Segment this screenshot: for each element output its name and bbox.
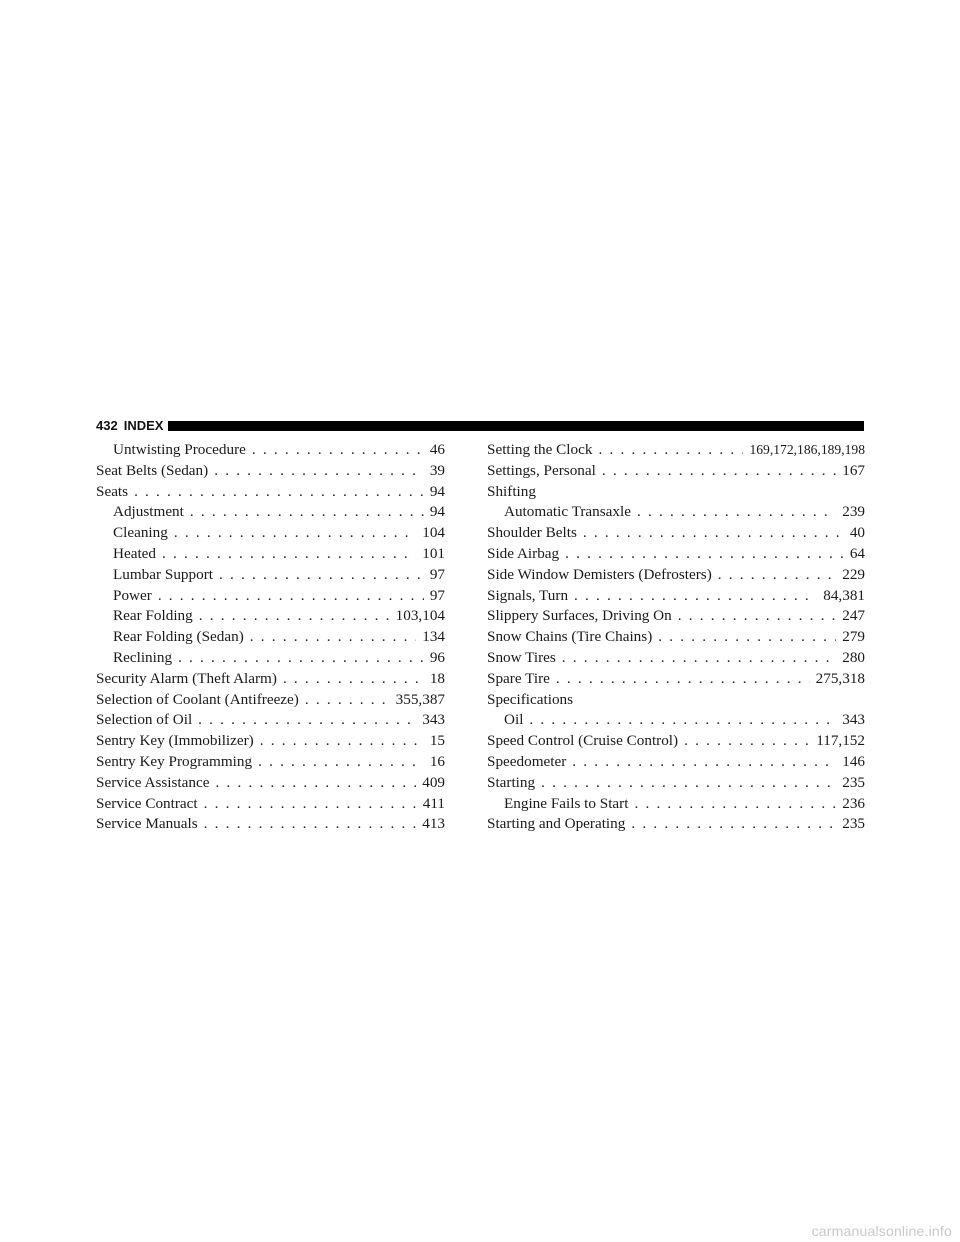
index-entry-page: 247 [842, 607, 865, 625]
index-entry-label: Sentry Key (Immobilizer) [96, 732, 254, 750]
index-entry [96, 752, 445, 773]
index-entry-page: 167 [842, 461, 865, 479]
dot-leader [134, 482, 424, 503]
index-entry-label: Speedometer [487, 752, 567, 770]
index-entry-page: 46 [429, 441, 445, 458]
index-entry [96, 586, 445, 607]
dot-leader [174, 523, 416, 544]
index-entry [487, 690, 865, 711]
dot-leader [529, 710, 836, 731]
dot-leader [190, 502, 424, 523]
dot-leader [565, 544, 844, 565]
index-entry [487, 773, 865, 794]
index-entry [487, 710, 865, 731]
index-entry [487, 752, 865, 773]
index-entry-page: 411 [422, 794, 445, 812]
index-entry-page: 413 [422, 815, 445, 833]
dot-leader [162, 544, 416, 565]
index-entry-page: 16 [429, 752, 445, 770]
index-entry-label: Specifications [487, 690, 574, 708]
dot-leader [541, 773, 836, 794]
index-entry-label: Settings, Personal [487, 461, 596, 479]
index-entry-page: 146 [842, 752, 865, 770]
index-entry-label: Selection of Coolant (Antifreeze) [96, 690, 299, 708]
index-entry [96, 627, 445, 648]
index-entry-label: Seats [96, 482, 129, 500]
index-entry [96, 669, 445, 690]
index-entry [487, 461, 865, 482]
dot-leader [250, 627, 416, 648]
index-entry-page: 39 [429, 461, 445, 479]
index-entry-page: 97 [429, 586, 445, 604]
index-entry [96, 544, 445, 565]
index-entry [96, 773, 445, 794]
index-entry-page: 235 [842, 773, 865, 791]
dot-leader [631, 814, 836, 835]
index-entry-page: 355,387 [395, 690, 445, 708]
dot-leader [204, 794, 417, 815]
index-entry-label: Service Manuals [96, 815, 198, 833]
index-entry-page: 84,381 [823, 586, 865, 604]
index-entry [487, 606, 865, 627]
index-entry [487, 627, 865, 648]
index-entry-page: 343 [422, 711, 445, 729]
index-entry [487, 731, 865, 752]
index-entry-label: Sentry Key Programming [96, 752, 253, 770]
section-title: INDEX [123, 418, 164, 433]
page-header [96, 418, 864, 434]
dot-leader [158, 586, 424, 607]
index-column-left [96, 440, 445, 835]
index-entry-page: 229 [842, 565, 865, 583]
index-entry-page: 64 [849, 544, 865, 562]
index-entry-page: 343 [842, 711, 865, 729]
dot-leader [219, 565, 424, 586]
dot-leader [556, 669, 810, 690]
index-entry-label: Security Alarm (Theft Alarm) [96, 669, 277, 687]
index-entry-label: Signals, Turn [487, 586, 569, 604]
dot-leader [602, 461, 836, 482]
index-entry [96, 482, 445, 503]
index-entry-page: 275,318 [815, 669, 865, 687]
index-entry-label: Service Assistance [96, 773, 210, 791]
index-entry-label: Side Window Demisters (Defrosters) [487, 565, 712, 583]
index-entry-page: 15 [429, 732, 445, 750]
dot-leader [637, 502, 836, 523]
index-entry-label: Side Airbag [487, 544, 560, 562]
index-entry-label: Starting and Operating [487, 815, 626, 833]
dot-leader [718, 565, 836, 586]
dot-leader [574, 586, 817, 607]
index-entry-label: Slippery Surfaces, Driving On [487, 607, 672, 625]
index-entry-page: 94 [429, 503, 445, 521]
index-entry-page: 103,104 [395, 607, 445, 625]
dot-leader [252, 440, 424, 461]
index-entry-label: Seat Belts (Sedan) [96, 461, 209, 479]
dot-leader [204, 814, 417, 835]
index-entry-page: 239 [842, 503, 865, 521]
index-entry-label: Snow Tires [487, 648, 556, 666]
index-entry-label: Lumbar Support [113, 565, 213, 583]
index-entry-page: 409 [422, 773, 445, 791]
index-entry [487, 502, 865, 523]
dot-leader [283, 669, 424, 690]
dot-leader [214, 461, 424, 482]
index-entry [96, 502, 445, 523]
index-entry-label: Rear Folding (Sedan) [113, 628, 244, 646]
index-entry-page: 96 [429, 648, 445, 666]
index-entry-label: Snow Chains (Tire Chains) [487, 628, 653, 646]
index-entry-label: Automatic Transaxle [504, 503, 631, 521]
dot-leader [658, 627, 836, 648]
dot-leader [572, 752, 836, 773]
index-entry-label: Spare Tire [487, 669, 550, 687]
index-entry-label: Adjustment [113, 503, 184, 521]
index-entry-label: Untwisting Procedure [113, 441, 246, 458]
index-entry-label: Service Contract [96, 794, 198, 812]
index-entry [487, 794, 865, 815]
index-entry [487, 440, 865, 461]
index-entry [487, 523, 865, 544]
dot-leader [562, 648, 836, 669]
index-entry [487, 586, 865, 607]
index-entry-label: Starting [487, 773, 536, 791]
dot-leader [678, 606, 836, 627]
index-entry [487, 648, 865, 669]
index-entry [487, 669, 865, 690]
dot-leader [199, 606, 390, 627]
index-entry-label: Shoulder Belts [487, 524, 577, 542]
index-entry-page: 280 [842, 648, 865, 666]
index-entry-label: Reclining [113, 648, 173, 666]
dot-leader [178, 648, 424, 669]
index-entry [487, 482, 865, 503]
index-entry-page: 94 [429, 482, 445, 500]
dot-leader [258, 752, 424, 773]
dot-leader [260, 731, 424, 752]
index-column-right [487, 440, 865, 835]
index-entry [96, 565, 445, 586]
index-entry-page: 134 [422, 628, 445, 646]
index-entry [96, 606, 445, 627]
index-entry [96, 648, 445, 669]
index-entry-page: 40 [849, 524, 865, 542]
index-entry-label: Heated [113, 544, 157, 562]
index-entry-page: 235 [842, 815, 865, 833]
index-entry [96, 440, 445, 461]
index-entry-page: 279 [842, 628, 865, 646]
index-entry-page: 104 [422, 524, 445, 542]
index-entry [96, 690, 445, 711]
dot-leader [215, 773, 416, 794]
index-entry [487, 544, 865, 565]
index-entry [96, 794, 445, 815]
index-entry-label: Setting the Clock [487, 441, 593, 458]
index-entry-label: Power [113, 586, 152, 604]
index-entry-page: 97 [429, 565, 445, 583]
index-entry [487, 565, 865, 586]
index-entry [96, 814, 445, 835]
index-entry-label: Cleaning [113, 524, 168, 542]
dot-leader [583, 523, 844, 544]
index-entry-page: 117,152 [816, 732, 865, 750]
dot-leader [305, 690, 390, 711]
index-entry-label: Oil [504, 711, 524, 729]
index-entry [96, 523, 445, 544]
index-entry-page: 101 [422, 544, 445, 562]
index-entry-label: Selection of Oil [96, 711, 193, 729]
index-entry [96, 461, 445, 482]
index-entry-label: Shifting [487, 482, 536, 500]
page-number: 432 [96, 418, 118, 433]
index-entry-page: 18 [429, 669, 445, 687]
index-entry-label: Speed Control (Cruise Control) [487, 732, 679, 750]
header-rule [168, 421, 864, 431]
dot-leader [684, 731, 810, 752]
index-entry-page: 169,172,186,189,198 [749, 442, 865, 457]
dot-leader [198, 710, 416, 731]
watermark[interactable]: carmanualsonline.info [811, 1223, 952, 1239]
index-entry-label: Engine Fails to Start [504, 794, 629, 812]
index-entry-page: 236 [842, 794, 865, 812]
index-entry [96, 731, 445, 752]
dot-leader [598, 440, 743, 461]
index-entry-label: Rear Folding [113, 607, 193, 625]
index-entry [487, 814, 865, 835]
dot-leader [634, 794, 836, 815]
index-entry [96, 710, 445, 731]
